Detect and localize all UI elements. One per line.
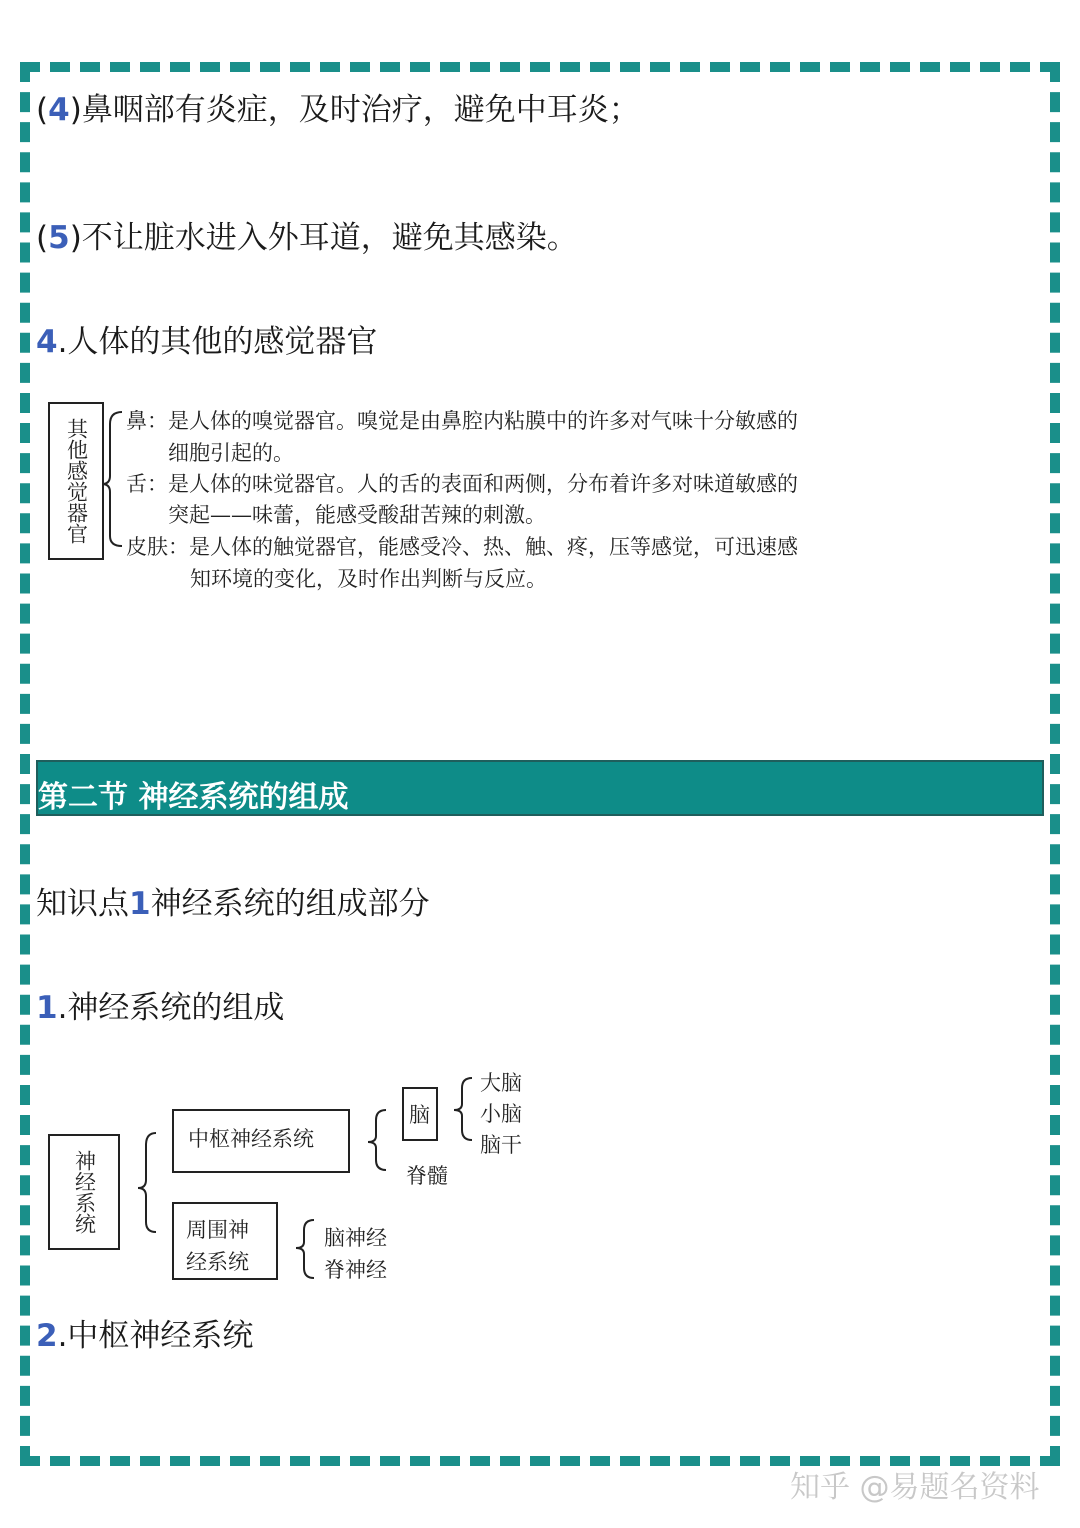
tongue-text-line-1: 舌：是人体的味觉器官。人的舌的表面和两侧，分布着许多对味道敏感的 (126, 472, 798, 496)
cerebellum-label: 小脑 (480, 1102, 522, 1126)
nose-text-line-2: 细胞引起的。 (168, 441, 294, 465)
skin-text-line-2: 知环境的变化，及时作出判断与反应。 (190, 567, 547, 591)
item-number: 5 (48, 220, 70, 256)
knowledge-number: 1 (129, 886, 151, 922)
item-text: )不让脏水进入外耳道，避免其感染。 (69, 220, 578, 256)
peripheral-label-line-1: 周围神 (186, 1218, 249, 1242)
brain-brace (454, 1078, 472, 1140)
cerebrum-label: 大脑 (480, 1071, 522, 1095)
knowledge-prefix: 知识点 (36, 886, 129, 922)
paren-open: ( (36, 220, 49, 256)
diagram-root-label: 其他感觉器官 (64, 418, 89, 544)
spinal-nerves-label: 脊神经 (324, 1258, 387, 1282)
heading-number: 2 (36, 1318, 58, 1354)
heading-central-nervous (36, 1310, 253, 1355)
watermark: 知乎 @易题名资料 (790, 1470, 1040, 1505)
heading-number: 4 (36, 324, 58, 360)
peripheral-brace (296, 1220, 314, 1278)
spinal-cord-label: 脊髓 (406, 1164, 448, 1188)
section-title: 第二节 神经系统的组成 (38, 780, 349, 815)
paren-open: ( (36, 92, 49, 128)
knowledge-text: 神经系统的组成部分 (150, 886, 430, 922)
heading-text: .人体的其他的感觉器官 (57, 324, 378, 360)
item-number: 4 (48, 92, 70, 128)
heading-text: .中枢神经系统 (57, 1318, 254, 1354)
heading-text: .神经系统的组成 (57, 990, 285, 1026)
heading-number: 1 (36, 990, 58, 1026)
item-text: )鼻咽部有炎症，及时治疗，避免中耳炎； (69, 92, 640, 128)
nervous-root-brace (138, 1133, 156, 1232)
tongue-text-line-2: 突起——味蕾，能感受酸甜苦辣的刺激。 (168, 503, 546, 527)
brain-label: 脑 (409, 1103, 430, 1127)
brainstem-label: 脑干 (480, 1133, 522, 1157)
nervous-root-label: 神经系统 (72, 1150, 97, 1234)
cranial-nerves-label: 脑神经 (324, 1226, 387, 1250)
skin-text-line-1: 皮肤：是人体的触觉器官，能感受冷、热、触、疼，压等感觉，可迅速感 (126, 535, 798, 559)
nose-text-line-1: 鼻：是人体的嗅觉器官。嗅觉是由鼻腔内粘膜中的许多对气味十分敏感的 (126, 409, 798, 433)
central-nervous-label: 中枢神经系统 (188, 1127, 314, 1151)
sense-brace (102, 412, 122, 546)
peripheral-label-line-2: 经系统 (186, 1250, 249, 1274)
central-brace (368, 1110, 386, 1170)
